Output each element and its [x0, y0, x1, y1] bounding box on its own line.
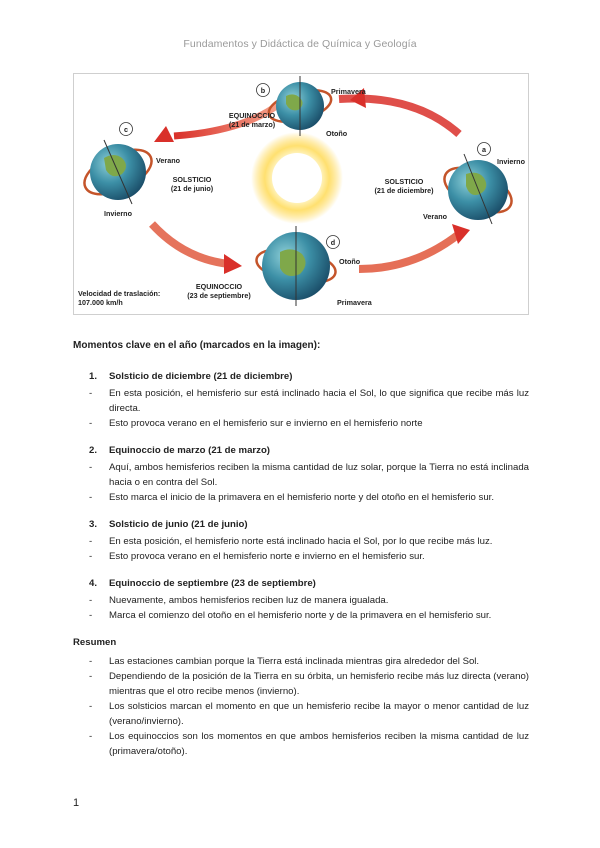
list-item: [73, 386, 529, 416]
bullet-dash: -: [89, 418, 93, 429]
list-item: [73, 608, 529, 623]
list-item: [73, 549, 529, 564]
list-item: [73, 699, 529, 729]
label-equinoccio-sep: EQUINOCCIO: [195, 282, 243, 291]
bullet-dash: -: [89, 551, 93, 562]
list-item: [73, 460, 529, 490]
bullet-text: Los equinoccios son los momentos en que ambos hemisferios reciben la misma cantidad de luz (primavera/otoño).: [109, 731, 529, 757]
label-invierno-left: Invierno: [104, 209, 132, 218]
section-number: 3.: [89, 519, 98, 530]
seasons-orbit-figure: [73, 73, 529, 315]
label-invierno-right: Invierno: [497, 157, 525, 166]
label-b: b: [260, 86, 266, 95]
intro-heading: Momentos clave en el año (marcados en la imagen):: [73, 340, 321, 351]
label-velocidad-valor: 107.000 km/h: [78, 298, 123, 307]
label-otono-top: Otoño: [326, 129, 348, 138]
bullet-dash: -: [89, 610, 93, 621]
page-header: Fundamentos y Didáctica de Química y Geología: [183, 38, 417, 50]
earth-equinox-september: [254, 226, 338, 306]
list-item: [73, 669, 529, 699]
bullet-text: Aquí, ambos hemisferios reciben la misma cantidad de luz solar, porque la Tierra no está inclinada hacia o en contra del Sol.: [109, 462, 529, 488]
label-solsticio-dic-fecha: (21 de diciembre): [374, 186, 434, 195]
page-number: 1: [73, 797, 80, 809]
bullet-text: En esta posición, el hemisferio norte está inclinado hacia el Sol, por lo que recibe más luz.: [109, 536, 493, 547]
list-item: [73, 593, 529, 608]
label-a: a: [482, 145, 486, 154]
label-primavera-bottom: Primavera: [337, 298, 372, 307]
bullet-dash: -: [89, 388, 93, 399]
bullet-text: En esta posición, el hemisferio sur está inclinado hacia el Sol, lo que significa que recibe más luz directa.: [109, 388, 529, 414]
sun-illustration: [251, 132, 343, 224]
bullet-dash: -: [89, 492, 93, 503]
label-otono-bottom: Otoño: [339, 257, 361, 266]
label-solsticio-junio: SOLSTICIO: [172, 175, 212, 184]
list-item: [73, 416, 529, 431]
list-item: [73, 654, 529, 669]
bullet-text: Los solsticios marcan el momento en que un hemisferio recibe la mayor o menor cantidad de luz (verano/invierno).: [109, 701, 529, 727]
resumen-title: Resumen: [73, 637, 117, 648]
section-title: [73, 576, 529, 591]
main-content: [73, 338, 529, 759]
sections-list: [73, 369, 529, 623]
label-primavera-top: Primavera: [331, 87, 366, 96]
bullet-text: Dependiendo de la posición de la Tierra en su órbita, un hemisferio recibe más luz directa (verano) mientras que el otro recibe menos (invierno).: [109, 671, 529, 697]
list-item: [73, 490, 529, 505]
label-verano-left: Verano: [156, 156, 180, 165]
list-item: [73, 729, 529, 759]
section-item: [73, 443, 529, 505]
bullet-dash: -: [89, 536, 93, 547]
section-number: 2.: [89, 445, 98, 456]
label-equinoccio-marzo: EQUINOCCIO: [228, 111, 276, 120]
label-solsticio-junio-fecha: (21 de junio): [170, 184, 214, 193]
label-d: d: [330, 238, 336, 247]
section-title-text: Solsticio de diciembre (21 de diciembre): [109, 371, 293, 382]
section-item: [73, 517, 529, 564]
label-equinoccio-sep-fecha: (23 de septiembre): [187, 291, 251, 300]
bullet-text: Marca el comienzo del otoño en el hemisferio norte y de la primavera en el hemisferio sur.: [109, 610, 492, 621]
earth-solstice-june: [78, 140, 158, 204]
section-title-text: Equinoccio de marzo (21 de marzo): [109, 445, 270, 456]
bullet-dash: -: [89, 701, 93, 712]
bullet-text: Esto provoca verano en el hemisferio sur e invierno en el hemisferio norte: [109, 418, 423, 429]
bullet-dash: -: [89, 671, 93, 682]
bullet-text: Nuevamente, ambos hemisferios reciben luz de manera igualada.: [109, 595, 389, 606]
label-equinoccio-marzo-fecha: (21 de marzo): [228, 120, 276, 129]
bullet-dash: -: [89, 731, 93, 742]
section-title: [73, 369, 529, 384]
list-item: [73, 534, 529, 549]
bullet-dash: -: [89, 595, 93, 606]
label-verano-right: Verano: [423, 212, 447, 221]
bullet-dash: -: [89, 656, 93, 667]
section-number: 4.: [89, 578, 98, 589]
label-velocidad: Velocidad de traslación:: [78, 289, 161, 298]
bullet-text: Esto marca el inicio de la primavera en el hemisferio norte y del otoño en el hemisferio sur.: [109, 492, 495, 503]
bullet-text: Las estaciones cambian porque la Tierra está inclinada mientras gira alrededor del Sol.: [109, 656, 480, 667]
label-solsticio-dic: SOLSTICIO: [384, 177, 424, 186]
bullet-text: Esto provoca verano en el hemisferio norte e invierno en el hemisferio sur.: [109, 551, 425, 562]
section-item: [73, 576, 529, 623]
section-title: [73, 443, 529, 458]
section-title-text: Equinoccio de septiembre (23 de septiembre): [109, 578, 316, 589]
section-number: 1.: [89, 371, 98, 382]
bullet-dash: -: [89, 462, 93, 473]
label-c: c: [124, 125, 128, 134]
section-title-text: Solsticio de junio (21 de junio): [109, 519, 248, 530]
section-item: [73, 369, 529, 431]
section-title: [73, 517, 529, 532]
